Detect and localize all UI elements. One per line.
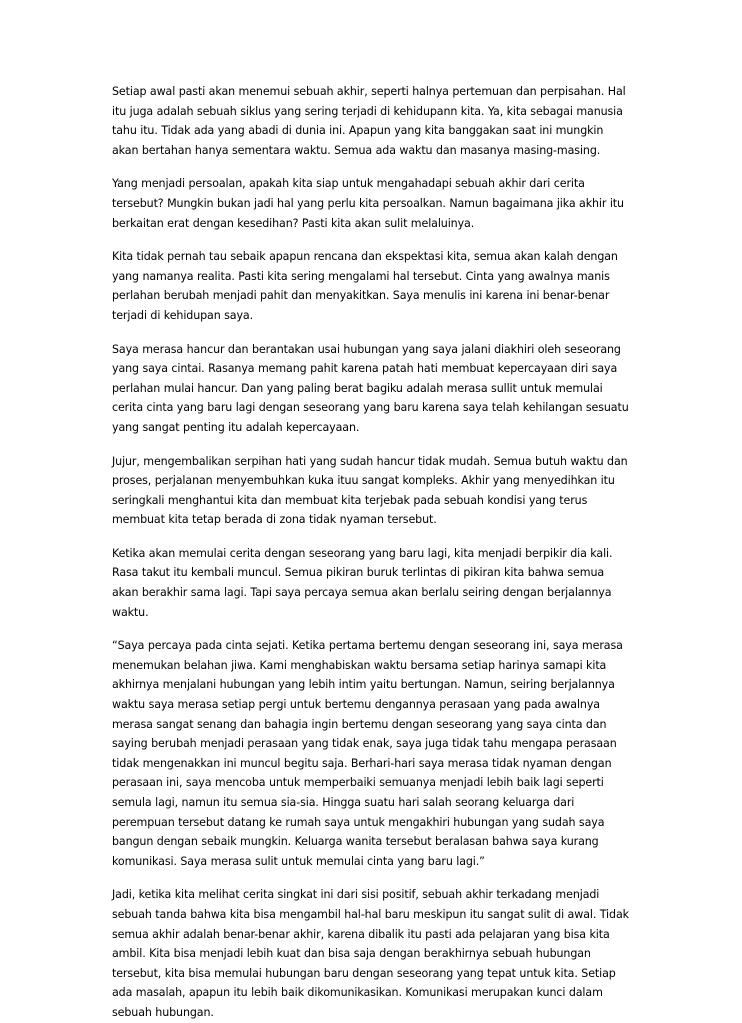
document-text-body (112, 82, 631, 1023)
paragraph-6: Ketika akan memulai cerita dengan seseorang yang baru lagi, kita menjadi berpikir dia kali. Rasa takut itu kembali muncul. Semua pikiran buruk terlintas di pikiran kita bahwa semua akan berakhir sama lagi. Tapi saya percaya semua akan berlalu seiring dengan berjalannya waktu. (112, 546, 613, 619)
paragraph-5: Jujur, mengembalikan serpihan hati yang sudah hancur tidak mudah. Semua butuh waktu dan proses, perjalanan menyembuhkan kuka ituu sangat kompleks. Akhir yang menyedihkan itu seringkali menghantui kita dan membuat kita terjebak pada sebuah kondisi yang terus membuat kita tetap berada di zona tidak nyaman tersebut. (112, 454, 628, 527)
paragraph-8: Jadi, ketika kita melihat cerita singkat ini dari sisi positif, sebuah akhir terkadang menjadi sebuah tanda bahwa kita bisa mengambil hal-hal baru meskipun itu sangat sulit di awal. Tidak semua akhir adalah benar-benar akhir, karena dibalik itu pasti ada pelajaran yang bisa kita ambil. Kita bisa menjadi lebih kuat dan bisa saja dengan berakhirnya sebuah hubungan tersebut, kita bisa memulai hubungan baru dengan seseorang yang tepat untuk kita. Setiap ada masalah, apapun itu lebih baik dikomunikasikan. Komunikasi merupakan kunci dalam sebuah hubungan. (112, 888, 629, 1019)
paragraph-4: Saya merasa hancur dan berantakan usai hubungan yang saya jalani diakhiri oleh seseorang yang saya cintai. Rasanya memang pahit karena patah hati membuat kepercayaan diri saya perlahan mulai hancur. Dan yang paling berat bagiku adalah merasa sullit untuk memulai cerita cinta yang baru lagi dengan seseorang yang baru karena saya telah kehilangan sesuatu yang sangat penting itu adalah kepercayaan. (112, 342, 629, 434)
paragraph-1: Setiap awal pasti akan menemui sebuah akhir, seperti halnya pertemuan dan perpisahan. Hal itu juga adalah sebuah siklus yang sering terjadi di kehidupann kita. Ya, kita sebagai manusia tahu itu. Tidak ada yang abadi di dunia ini. Apapun yang kita banggakan saat ini mungkin akan bertahan hanya sementara waktu. Semua ada waktu dan masanya masing-masing. (112, 85, 626, 157)
paragraph-2: Yang menjadi persoalan, apakah kita siap untuk mengahadapi sebuah akhir dari cerita tersebut? Mungkin bukan jadi hal yang perlu kita persoalkan. Namun bagaimana jika akhir itu berkaitan erat dengan kesedihan? Pasti kita akan sulit melaluinya. (112, 177, 624, 230)
paragraph-3: Kita tidak pernah tau sebaik apapun rencana dan ekspektasi kita, semua akan kalah dengan yang namanya realita. Pasti kita sering mengalami hal tersebut. Cinta yang awalnya manis perlahan berubah menjadi pahit dan menyakitkan. Saya menulis ini karena ini benar-benar terjadi di kehidupan saya. (112, 250, 618, 322)
paragraph-7-quote: “Saya percaya pada cinta sejati. Ketika pertama bertemu dengan seseorang ini, saya merasa menemukan belahan jiwa. Kami menghabiskan waktu bersama setiap harinya samapi kita akhirnya menjalani hubungan yang lebih intim yaitu bertungan. Namun, seiring berjalannya waktu saya merasa setiap pergi untuk bertemu dengannya perasaan yang pada awalnya merasa sangat senang dan bahagia ingin bertemu dengan seseorang yang saya cinta dan saying berubah menjadi perasaan yang tidak enak, saya juga tidak tahu mengapa perasaan tidak mengenakkan ini muncul begitu saja. Berhari-hari saya merasa tidak nyaman dengan perasaan ini, saya mencoba untuk memperbaiki semuanya menjadi lebih baik lagi seperti semula lagi, namun itu semua sia-sia. Hingga suatu hari salah seorang keluarga dari perempuan tersebut datang ke rumah saya untuk mengakhiri hubungan yang sudah saya bangun dengan sebaik mungkin. Keluarga wanita tersebut beralasan bahwa saya kurang komunikasi. Saya merasa sulit untuk memulai cinta yang baru lagi.” (112, 639, 623, 868)
